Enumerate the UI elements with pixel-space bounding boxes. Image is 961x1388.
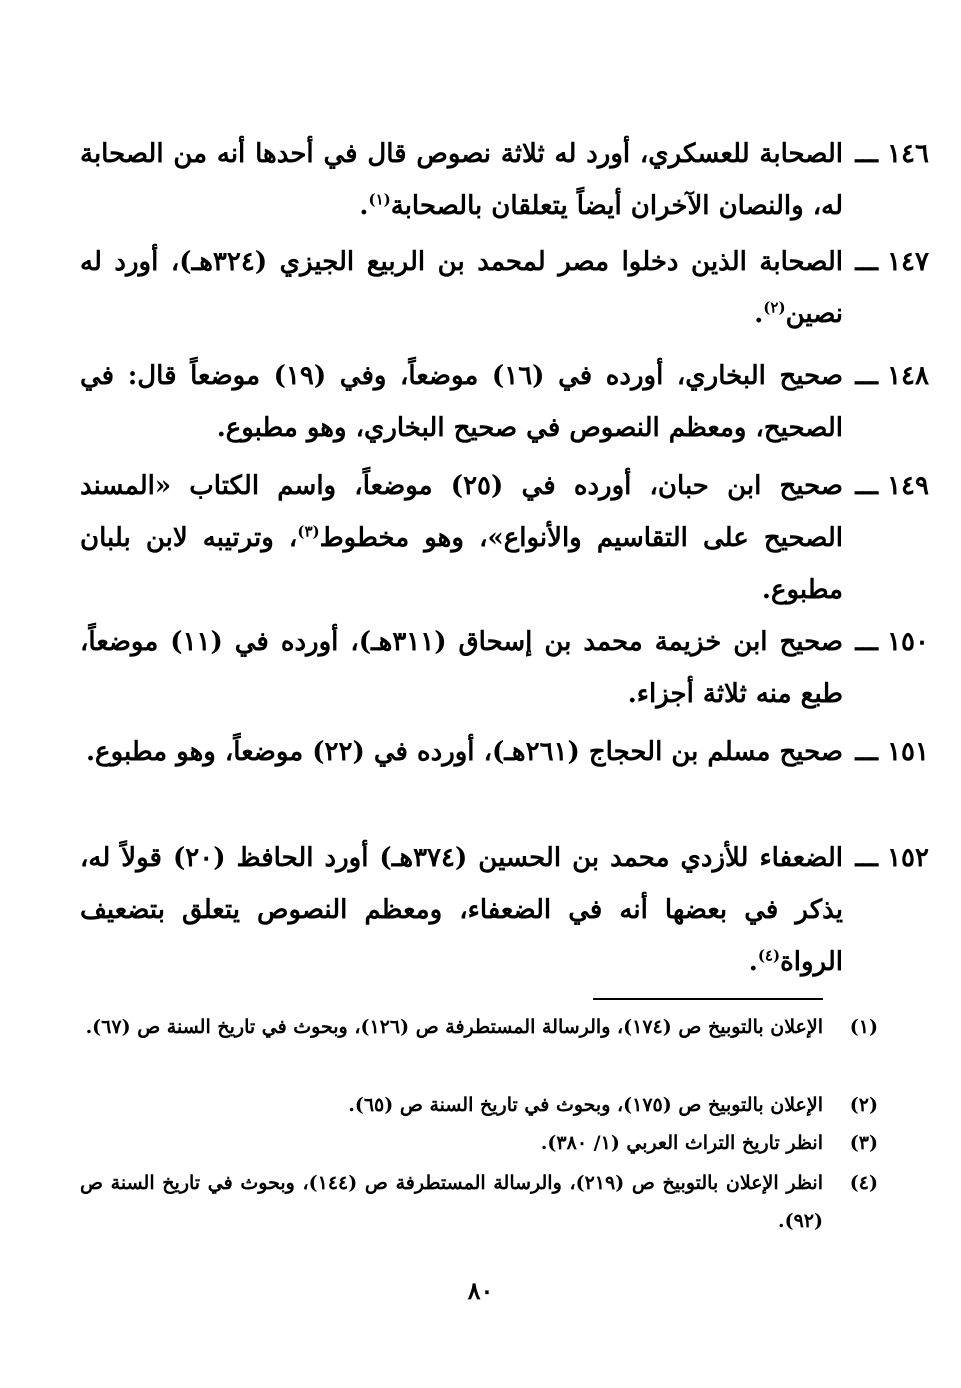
entry-147 [80,236,929,340]
entry-146 [80,128,929,232]
entry-150 [80,616,929,720]
entry-text: الصحابة الذين دخلوا مصر لمحمد بن الربيع الجيزي (٣٢٤هـ)، أورد له نصين$^{(٢)}$. [80,247,843,329]
footnote-ref[interactable]: (٣) [297,522,320,541]
footnote-ref[interactable]: (٤) [757,946,781,965]
footnote-separator [593,998,823,1000]
entry-text: صحيح ابن خزيمة محمد بن إسحاق (٣١١هـ)، أورده في (١١) موضعاً، طبع منه ثلاثة أجزاء. [80,627,843,709]
footnote-text: الإعلان بالتوبيخ ص (١٧٥)، وبحوث في تاريخ السنة ص (٦٥). [348,1094,823,1116]
footnote-2 [80,1086,878,1124]
footnote-text: انظر تاريخ التراث العربي (١/ ٣٨٠). [540,1132,823,1154]
entry-number: ١٤٦ ـــ [855,139,929,169]
entry-text: صحيح مسلم بن الحجاج (٢٦١هـ)، أورده في (٢٢) موضعاً، وهو مطبوع. [86,737,843,767]
footnote-number: (٢) [849,1094,878,1116]
footnote-text: انظر الإعلان بالتوبيخ ص (٢١٩)، والرسالة المستطرفة ص (١٤٤)، وبحوث في تاريخ السنة ص (٩٢). [80,1172,823,1232]
footnote-3 [80,1124,878,1162]
entry-text: الضعفاء للأزدي محمد بن الحسين (٣٧٤هـ) أورد الحافظ (٢٠) قولاً له، يذكر في بعضها أنه في الضعفاء، ومعظم النصوص يتعلق بتضعيف الرواة$^{(٤)}$. [80,843,843,977]
footnote-number: (٣) [849,1132,878,1154]
footnote-number: (٤) [849,1172,878,1194]
entry-number: ١٤٩ ـــ [855,471,929,501]
entry-text: الصحابة للعسكري، أورد له ثلاثة نصوص قال في أحدها أنه من الصحابة له، والنصان الآخران أيضاً يتعلقان بالصحابة$^{(١)}$. [80,139,844,221]
entry-151 [80,726,929,778]
footnote-ref[interactable]: (١) [368,190,391,209]
entry-148 [80,350,929,454]
entry-number: ١٥٢ ـــ [855,843,929,873]
footnote-number: (١) [849,1016,878,1038]
footnote-text: الإعلان بالتوبيخ ص (١٧٤)، والرسالة المستطرفة ص (١٢٦)، وبحوث في تاريخ السنة ص (٦٧). [85,1016,823,1038]
entry-text: صحيح البخاري، أورده في (١٦) موضعاً، وفي (١٩) موضعاً قال: في الصحيح، ومعظم النصوص في صحيح البخاري، وهو مطبوع. [80,361,843,443]
footnote-1 [80,1008,878,1046]
entry-152 [80,832,929,988]
footnote-ref[interactable]: (٢) [763,298,786,317]
entry-number: ١٤٨ ـــ [855,361,929,391]
entry-text: صحيح ابن حبان، أورده في (٢٥) موضعاً، واسم الكتاب «المسند الصحيح على التقاسيم والأنواع»، وهو مخطوط$^{(٣)}$، وترتيبه لابن بلبان مطبوع. [80,471,843,605]
entry-number: ١٥٠ ـــ [855,627,929,657]
entry-number: ١٥١ ـــ [855,737,929,767]
entry-149 [80,460,929,616]
footnote-4 [80,1164,878,1240]
entry-number: ١٤٧ ـــ [855,247,929,277]
page-number: ٨٠ [467,1276,494,1305]
